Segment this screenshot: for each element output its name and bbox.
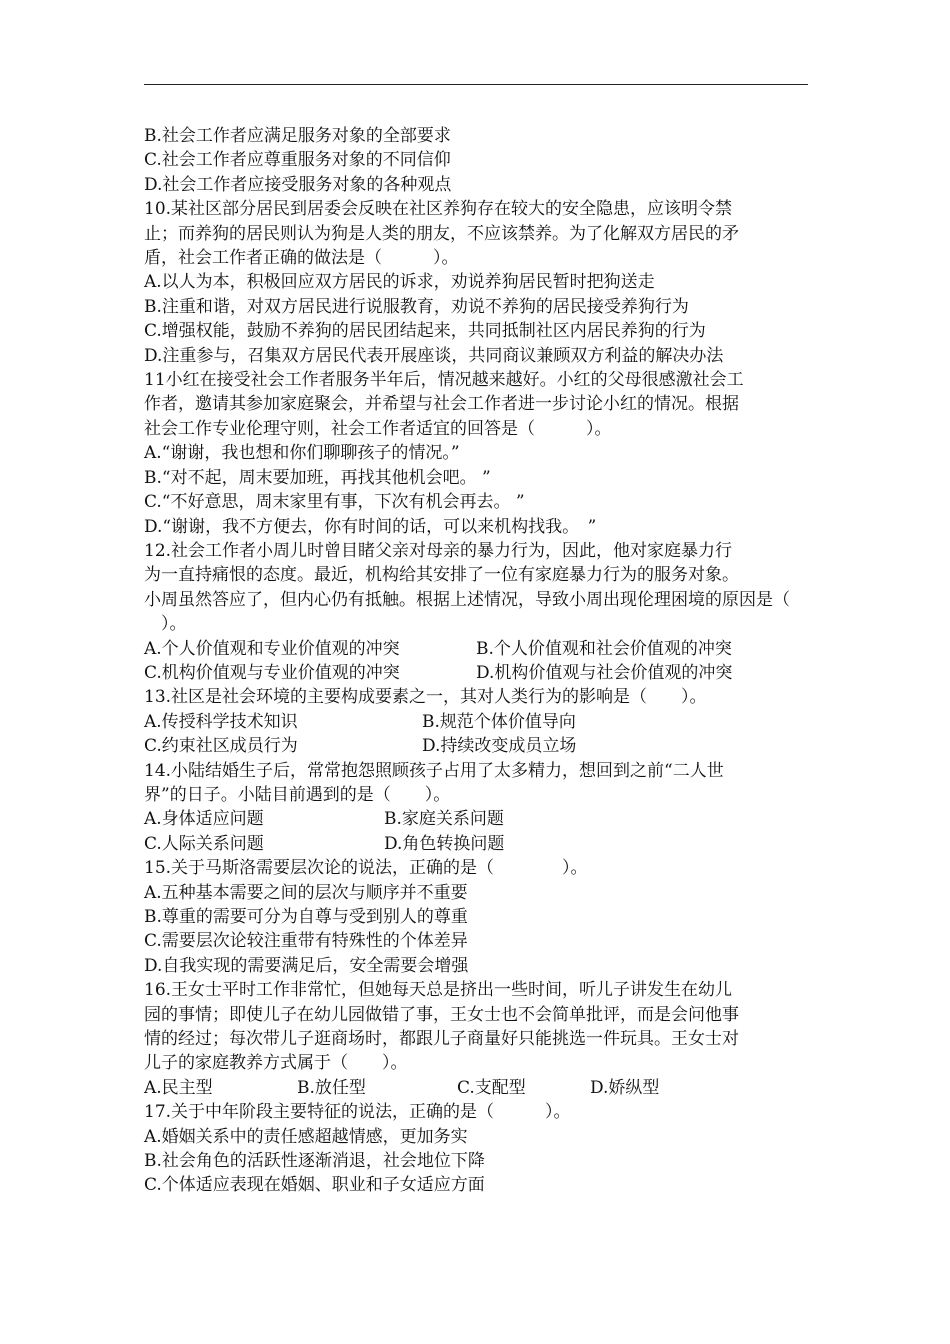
q17-option-a: A.婚姻关系中的责任感超越情感，更加务实: [144, 1126, 468, 1147]
q11-option-d: D.“谢谢，我不方便去，你有时间的话，可以来机构找我。 ”: [144, 516, 597, 537]
q12-options-row: [144, 661, 812, 685]
q13-options-row: [144, 710, 812, 734]
q14-option-d: D.角色转换问题: [384, 833, 505, 854]
q16-option-a: A.民主型: [144, 1077, 213, 1098]
q10-option-d: D.注重参与，召集双方居民代表开展座谈，共同商议兼顾双方利益的解决办法: [144, 345, 724, 366]
q10-option-b: B.注重和谐，对双方居民进行说服教育，劝说不养狗的居民接受养狗行为: [144, 296, 689, 317]
q16-option-c: C.支配型: [457, 1077, 526, 1098]
q10-option-a: A.以人为本，积极回应双方居民的诉求，劝说养狗居民暂时把狗送走: [144, 272, 655, 293]
q12-stem-line: ）。: [144, 614, 187, 635]
q13-options-row: [144, 734, 812, 758]
q16-stem-line: 16.王女士平时工作非常忙，但她每天总是挤出一些时间，听儿子讲发生在幼儿: [144, 980, 733, 1001]
q9-option-d: D.社会工作者应接受服务对象的各种观点: [144, 174, 452, 195]
q14-options-row: [144, 807, 812, 831]
q14-stem-line: 14.小陆结婚生子后，常常抱怨照顾孩子占用了太多精力，想回到之前“二人世: [144, 760, 724, 781]
q15-option-d: D.自我实现的需要满足后，安全需要会增强: [144, 955, 469, 976]
q16-stem-line: 园的事情；即使儿子在幼儿园做错了事，王女士也不会简单批评，而是会问他事: [144, 1004, 739, 1025]
q14-option-a: A.身体适应问题: [144, 809, 264, 830]
q14-stem-line: 界”的日子。小陆目前遇到的是（ ）。: [144, 784, 451, 805]
q10-stem-line: 盾，社会工作者正确的做法是（ ）。: [144, 248, 459, 269]
q15-option-c: C.需要层次论较注重带有特殊性的个体差异: [144, 931, 468, 952]
q12-option-b: B.个人价值观和社会价值观的冲突: [476, 638, 732, 659]
q14-options-row: [144, 832, 812, 856]
q13-option-d: D.持续改变成员立场: [422, 736, 577, 757]
q16-stem-line: 情的经过；每次带儿子逛商场时，都跟儿子商量好只能挑选一件玩具。王女士对: [144, 1029, 739, 1050]
header-rule: [144, 84, 808, 85]
q16-option-b: B.放任型: [297, 1077, 366, 1098]
q10-option-c: C.增强权能，鼓励不养狗的居民团结起来，共同抵制社区内居民养狗的行为: [144, 321, 706, 342]
q12-option-d: D.机构价值观与社会价值观的冲突: [476, 662, 733, 683]
q11-stem-line: 社会工作专业伦理守则，社会工作者适宜的回答是（ ）。: [144, 418, 612, 439]
q15-stem-line: 15.关于马斯洛需要层次论的说法，正确的是（ ）。: [144, 858, 588, 879]
q15-option-a: A.五种基本需要之间的层次与顺序并不重要: [144, 882, 468, 903]
q17-option-b: B.社会角色的活跃性逐渐消退，社会地位下降: [144, 1151, 485, 1172]
q12-stem-line: 小周虽然答应了，但内心仍有抵触。根据上述情况，导致小周出现伦理困境的原因是（: [144, 589, 790, 610]
q10-stem-line: 10.某社区部分居民到居委会反映在社区养狗存在较大的安全隐患，应该明令禁: [144, 199, 733, 220]
q13-option-c: C.约束社区成员行为: [144, 736, 298, 757]
q9-option-b: B.社会工作者应满足服务对象的全部要求: [144, 126, 451, 146]
q11-option-c: C.“不好意思，周末家里有事，下次有机会再去。 ”: [144, 492, 525, 513]
q11-option-b: B.“对不起，周末要加班，再找其他机会吧。 ”: [144, 467, 491, 488]
q17-stem-line: 17.关于中年阶段主要特征的说法，正确的是（ ）。: [144, 1102, 571, 1123]
q13-stem-line: 13.社区是社会环境的主要构成要素之一，其对人类行为的影响是（ ）。: [144, 687, 707, 708]
q16-stem-line: 儿子的家庭教养方式属于（ ）。: [144, 1053, 408, 1074]
q12-stem-line: 为一直持痛恨的态度。最近，机构给其安排了一位有家庭暴力行为的服务对象。: [144, 565, 739, 586]
q16-option-d: D.娇纵型: [590, 1077, 660, 1098]
q12-stem-line: 12.社会工作者小周儿时曾目睹父亲对母亲的暴力行为，因此，他对家庭暴力行: [144, 540, 733, 561]
q14-option-b: B.家庭关系问题: [384, 809, 504, 830]
q11-stem-line: 11小红在接受社会工作者服务半年后，情况越来越好。小红的父母很感激社会工: [144, 370, 744, 391]
q15-option-b: B.尊重的需要可分为自尊与受到别人的尊重: [144, 907, 468, 927]
q14-option-c: C.人际关系问题: [144, 833, 264, 854]
q11-option-a: A.“谢谢，我也想和你们聊聊孩子的情况。”: [144, 443, 460, 464]
q12-option-a: A.个人价值观和专业价值观的冲突: [144, 638, 400, 659]
q13-option-a: A.传授科学技术知识: [144, 711, 298, 732]
q9-option-c: C.社会工作者应尊重服务对象的不同信仰: [144, 150, 451, 171]
q12-option-c: C.机构价值观与专业价值观的冲突: [144, 662, 400, 683]
document-body: [144, 124, 812, 1198]
q17-option-c: C.个体适应表现在婚姻、职业和子女适应方面: [144, 1175, 485, 1196]
q13-option-b: B.规范个体价值导向: [422, 711, 576, 732]
q16-options-row: [144, 1076, 812, 1100]
q12-options-row: [144, 637, 812, 661]
q10-stem-line: 止；而养狗的居民则认为狗是人类的朋友，不应该禁养。为了化解双方居民的矛: [144, 223, 739, 244]
q11-stem-line: 作者，邀请其参加家庭聚会，并希望与社会工作者进一步讨论小红的情况。根据: [144, 394, 739, 415]
